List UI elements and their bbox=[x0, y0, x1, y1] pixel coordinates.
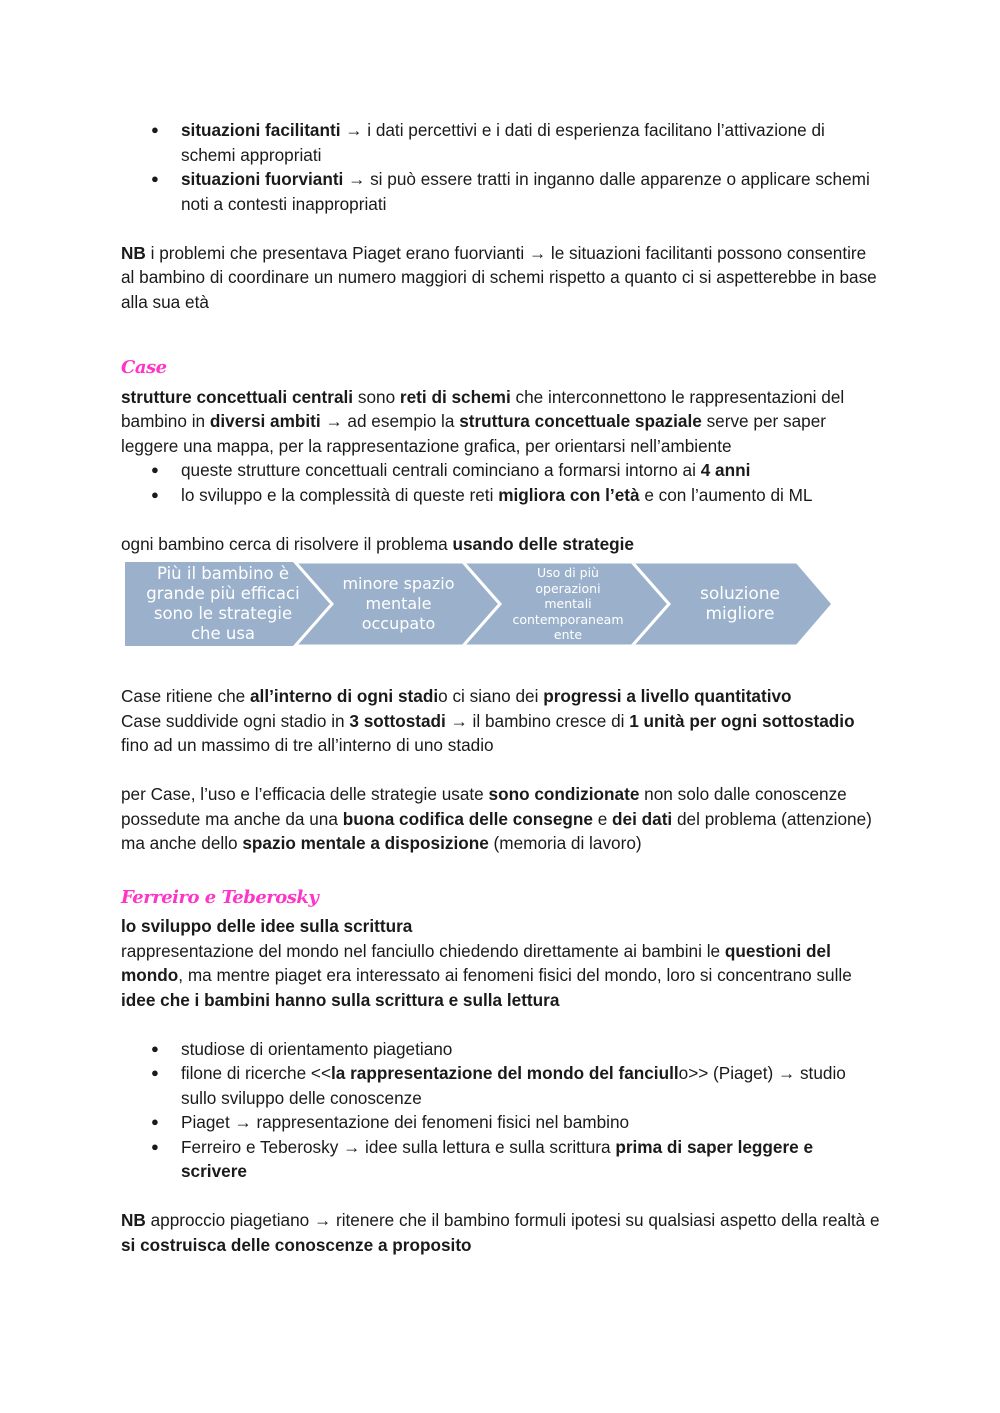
document-page bbox=[121, 118, 881, 1257]
case-intro-paragraph: strutture concettuali centrali sono reti di schemi che interconnettono le rappresentazioni del bambino in diversi ambiti → ad esempio la struttura concettuale spaziale serve per saper leggere una mappa, per la rappresentazione grafica, per orientarsi nell’ambiente bbox=[121, 386, 845, 456]
bold-text: progressi a livello quantitativo bbox=[543, 686, 792, 706]
flow-step-2: minore spazio mentale occupato bbox=[342, 574, 455, 633]
list-item: ● Piaget → rappresentazione dei fenomeni fisici nel bambino bbox=[121, 1110, 881, 1135]
bold-text: 4 anni bbox=[700, 460, 751, 480]
flow-step-1: Più il bambino è grande più efficaci sono le strategie che usa bbox=[146, 564, 300, 643]
bullet-list-situations bbox=[121, 118, 881, 216]
list-item: ● filone di ricerche <<la rappresentazione del mondo del fanciullo>> (Piaget) → studio sullo sviluppo delle conoscenze bbox=[121, 1061, 881, 1110]
ferreiro-intro-paragraph: rappresentazione del mondo nel fanciullo chiedendo direttamente ai bambini le questioni del mondo, ma mentre piaget era interessato ai fenomeni fisici del mondo, loro si concentrano sulle idee che i bambini hanno sulla scrittura e sulla lettura bbox=[121, 940, 852, 1010]
flow-step-3: Uso di più operazioni mentali contemporaneam ente bbox=[512, 565, 624, 643]
case-stages-line-1: Case ritiene che all’interno di ogni stadio ci siano dei progressi a livello quantitativo bbox=[121, 686, 792, 706]
list-item: ● situazioni fuorvianti → si può essere tratti in inganno dalle apparenze o applicare schemi noti a contesti inappropriati bbox=[121, 167, 881, 216]
strategy-line: ogni bambino cerca di risolvere il problema usando delle strategie bbox=[121, 533, 634, 554]
strategy-flow-diagram bbox=[125, 562, 837, 646]
bullet-list-case bbox=[121, 458, 881, 507]
bold-text: diversi ambiti bbox=[209, 411, 321, 431]
bold-text: 1 unità per ogni sottostadio bbox=[629, 710, 855, 731]
bullet-list-ferreiro bbox=[121, 1037, 881, 1184]
bold-text: reti di schemi bbox=[399, 386, 511, 407]
ferreiro-subtitle: lo sviluppo delle idee sulla scrittura bbox=[121, 916, 413, 936]
bold-text: usando delle strategie bbox=[452, 533, 634, 554]
bold-text: dei dati bbox=[612, 808, 673, 829]
bold-text: struttura concettuale spaziale bbox=[459, 411, 702, 431]
bold-text: NB bbox=[121, 1210, 146, 1230]
list-item: ● studiose di orientamento piagetiano bbox=[121, 1037, 881, 1062]
bold-text: spazio mentale a disposizione bbox=[242, 833, 489, 853]
section-heading-case: Case bbox=[121, 357, 167, 378]
bold-text: prima di saper leggere e scrivere bbox=[181, 1136, 814, 1181]
bold-text: migliora con l’età bbox=[498, 484, 640, 505]
list-item: ● situazioni facilitanti → i dati percettivi e i dati di esperienza facilitano l’attivazione di schemi appropriati bbox=[121, 118, 881, 167]
bold-text: all’interno di ogni stadi bbox=[249, 686, 439, 706]
section-heading-ferreiro: Ferreiro e Teberosky bbox=[121, 886, 319, 908]
bold-text: idee che i bambini hanno sulla scrittura e sulla lettura bbox=[121, 989, 560, 1010]
nb-paragraph: NB i problemi che presentava Piaget erano fuorvianti → le situazioni facilitanti possono consentire al bambino di coordinare un numero maggiori di schemi rispetto a quanto ci si aspetterebbe in base alla sua età bbox=[121, 242, 877, 312]
list-item: ● lo sviluppo e la complessità di queste reti migliora con l’età e con l’aumento di ML bbox=[121, 483, 881, 508]
bold-text: si costruisca delle conoscenze a proposito bbox=[121, 1234, 472, 1255]
bold-text: sono condizionate bbox=[488, 784, 640, 804]
flow-step-4: soluzione migliore bbox=[699, 584, 781, 624]
case-strategies-paragraph: per Case, l’uso e l’efficacia delle strategie usate sono condizionate non solo dalle conoscenze possedute ma anche da una buona codifica delle consegne e dei dati del problema (attenzione) ma anche dello spazio mentale a disposizione (memoria di lavoro) bbox=[121, 784, 872, 853]
bold-text: buona codifica delle consegne bbox=[342, 808, 593, 829]
list-item: ● queste strutture concettuali centrali cominciano a formarsi intorno ai 4 anni bbox=[121, 458, 881, 483]
bold-text: strutture concettuali centrali bbox=[121, 386, 354, 407]
bold-text: questioni del mondo bbox=[121, 940, 831, 985]
bold-text: la rappresentazione del mondo del fanciull bbox=[331, 1063, 679, 1083]
list-item: ● Ferreiro e Teberosky → idee sulla lettura e sulla scrittura prima di saper leggere e scrivere bbox=[121, 1135, 881, 1184]
bold-text: 3 sottostadi bbox=[349, 710, 446, 731]
case-stages-line-2: Case suddivide ogni stadio in 3 sottostadi → il bambino cresce di 1 unità per ogni sottostadio fino ad un massimo di tre all’interno di uno stadio bbox=[121, 710, 855, 755]
ferreiro-nb-paragraph: NB approccio piagetiano → ritenere che il bambino formuli ipotesi su qualsiasi aspetto della realtà e si costruisca delle conoscenze a proposito bbox=[121, 1210, 880, 1255]
